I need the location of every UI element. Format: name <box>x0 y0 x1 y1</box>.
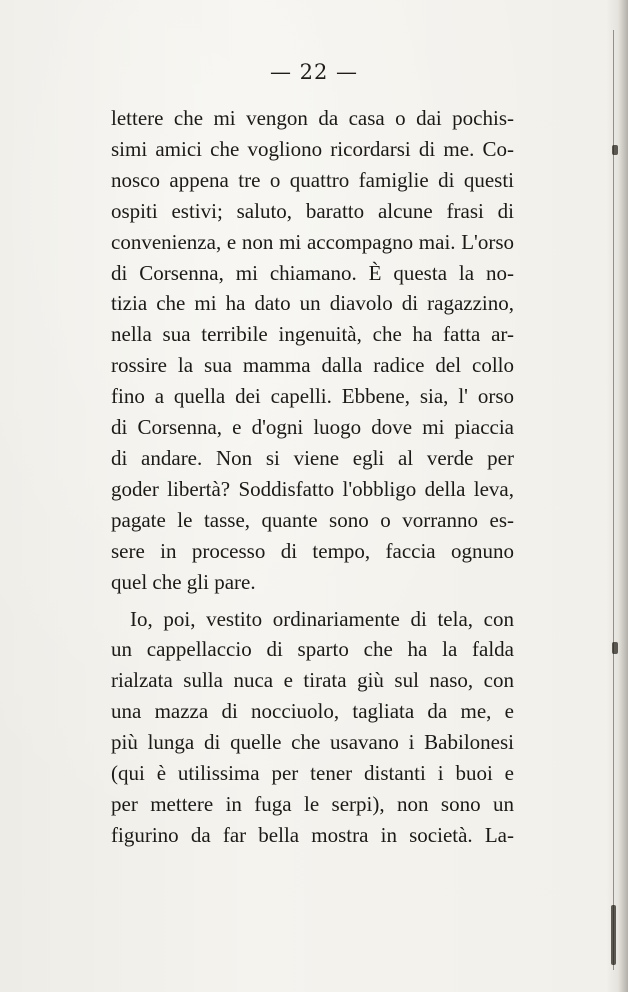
text-line: figurino da far bella mostra in società. La- <box>111 822 514 847</box>
text-line: quel che gli pare. <box>111 569 256 594</box>
page-edge-rule <box>613 30 614 970</box>
text-line: lettere che mi vengon da casa o dai pochis- <box>111 106 514 130</box>
text-line: sere in processo di tempo, faccia ognuno <box>111 538 514 563</box>
text-line: di Corsenna, e d'ogni luogo dove mi piaccia <box>111 415 514 440</box>
text-line: Io, poi, vestito ordinariamente di tela, con <box>130 606 514 631</box>
text-line: una mazza di nocciuolo, tagliata da me, e <box>111 699 514 724</box>
paragraph-2 <box>111 604 514 851</box>
text-line: di Corsenna, mi chiamano. È questa la no- <box>111 260 514 285</box>
text-line: di andare. Non si viene egli al verde per <box>111 445 514 470</box>
text-line: nella sua terribile ingenuità, che ha fatta ar- <box>111 322 514 347</box>
body-text <box>111 103 514 851</box>
text-line: un cappellaccio di sparto che ha la falda <box>111 637 514 662</box>
text-line: simi amici che vogliono ricordarsi di me. Co- <box>111 136 514 161</box>
text-line: pagate le tasse, quante sono o vorranno es- <box>111 507 514 532</box>
text-line: rossire la sua mamma dalla radice del collo <box>111 353 514 378</box>
text-line: ospiti estivi; saluto, baratto alcune frasi di <box>111 198 514 223</box>
text-line: per mettere in fuga le serpi), non sono un <box>111 791 514 816</box>
text-line: tizia che mi ha dato un diavolo di ragazzino, <box>111 291 514 316</box>
text-line: goder libertà? Soddisfatto l'obbligo della leva, <box>111 476 514 501</box>
edge-mark <box>612 642 618 654</box>
text-line: nosco appena tre o quattro famiglie di questi <box>111 167 514 192</box>
text-line: più lunga di quelle che usavano i Babilonesi <box>111 730 514 755</box>
paragraph-1 <box>111 103 514 598</box>
edge-mark <box>611 905 616 965</box>
text-line: rialzata sulla nuca e tirata giù sul naso, con <box>111 668 514 693</box>
text-line: (qui è utilissima per tener distanti i buoi e <box>111 761 514 786</box>
text-line: fino a quella dei capelli. Ebbene, sia, l' orso <box>111 384 514 409</box>
edge-mark <box>612 145 618 155</box>
page-number: — 22 — <box>269 60 359 84</box>
text-line: convenienza, e non mi accompagno mai. L'orso <box>111 229 514 254</box>
